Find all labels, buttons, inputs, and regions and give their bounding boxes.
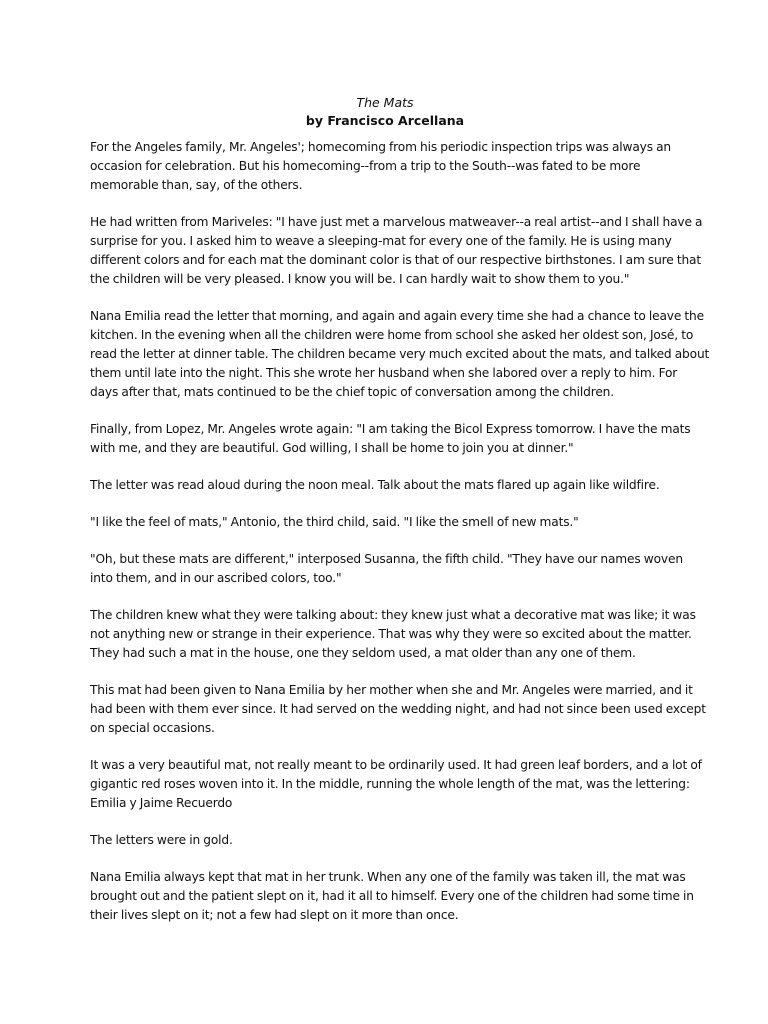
paragraph: [90, 606, 696, 663]
paragraph-line: Nana Emilia always kept that mat in her trunk. When any one of the family was taken ill, the mat was: [90, 870, 686, 884]
paragraph-line: into them, and in our ascribed colors, too.": [90, 571, 342, 585]
paragraph: [90, 868, 694, 925]
document-author: by Francisco Arcellana: [305, 113, 465, 128]
paragraph-line: occasion for celebration. But his homecoming--from a trip to the South--was fated to be more: [90, 159, 641, 173]
paragraph-line: had been with them ever since. It had served on the wedding night, and had not since been used except: [90, 702, 706, 716]
paragraph-line: The letter was read aloud during the noon meal. Talk about the mats flared up again like wildfire.: [90, 478, 660, 492]
paragraph-line: Finally, from Lopez, Mr. Angeles wrote again: "I am taking the Bicol Express tomorrow. I have the mats: [90, 422, 691, 436]
paragraph-line: For the Angeles family, Mr. Angeles'; homecoming from his periodic inspection trips was always an: [90, 140, 672, 154]
paragraph-line: brought out and the patient slept on it, had it all to himself. Every one of the children had some time in: [90, 889, 694, 903]
paragraph-line: with me, and they are beautiful. God willing, I shall be home to join you at dinner.": [90, 441, 574, 455]
document-title: The Mats: [356, 95, 414, 110]
paragraph-line: This mat had been given to Nana Emilia by her mother when she and Mr. Angeles were married, and it: [90, 683, 693, 697]
paragraph-line: the children will be very pleased. I know you will be. I can hardly wait to show them to you.": [90, 272, 630, 286]
paragraph-line: They had such a mat in the house, one they seldom used, a mat older than any one of them.: [90, 646, 636, 660]
paragraph: [90, 513, 680, 532]
document-page: [90, 94, 710, 943]
paragraph: [90, 550, 683, 588]
paragraph: [90, 681, 706, 738]
paragraph-line: different colors and for each mat the dominant color is that of our respective birthstones. I am sure that: [90, 253, 701, 267]
paragraph-line: days after that, mats continued to be the chief topic of conversation among the children.: [90, 385, 614, 399]
paragraph: [90, 307, 710, 402]
paragraph-line: Nana Emilia read the letter that morning, and again and again every time she had a chance to leave the: [90, 309, 704, 323]
paragraph-line: memorable than, say, of the others.: [90, 178, 303, 192]
paragraph: [90, 831, 680, 850]
document-body: [90, 138, 710, 925]
paragraph: [90, 420, 691, 458]
paragraph: [90, 476, 680, 495]
paragraph-line: gigantic red roses woven into it. In the middle, running the whole length of the mat, was the lettering:: [90, 777, 690, 791]
paragraph-line: them until late into the night. This she wrote her husband when she labored over a reply to him. For: [90, 366, 678, 380]
paragraph-line: "Oh, but these mats are different," interposed Susanna, the fifth child. "They have our names woven: [90, 552, 683, 566]
paragraph-line: The children knew what they were talking about: they knew just what a decorative mat was like; it was: [90, 608, 696, 622]
paragraph-line: He had written from Mariveles: "I have just met a marvelous matweaver--a real artist--and I shall have a: [90, 215, 703, 229]
paragraph-line: their lives slept on it; not a few had slept on it more than once.: [90, 908, 459, 922]
paragraph-line: surprise for you. I asked him to weave a sleeping-mat for every one of the family. He is using many: [90, 234, 672, 248]
paragraph-line: not anything new or strange in their experience. That was why they were so excited about the matter.: [90, 627, 692, 641]
paragraph: [90, 138, 680, 195]
paragraph: [90, 756, 702, 813]
paragraph-line: kitchen. In the evening when all the children were home from school she asked her oldest son, José, to: [90, 328, 694, 342]
paragraph: [90, 213, 703, 289]
paragraph-line: "I like the feel of mats," Antonio, the third child, said. "I like the smell of new mats.": [90, 515, 579, 529]
paragraph-line: read the letter at dinner table. The children became very much excited about the mats, and talked about: [90, 347, 710, 361]
paragraph-line: Emilia y Jaime Recuerdo: [90, 796, 233, 810]
paragraph-line: It was a very beautiful mat, not really meant to be ordinarily used. It had green leaf borders, and a lot of: [90, 758, 702, 772]
paragraph-line: The letters were in gold.: [90, 833, 233, 847]
paragraph-line: on special occasions.: [90, 721, 215, 735]
